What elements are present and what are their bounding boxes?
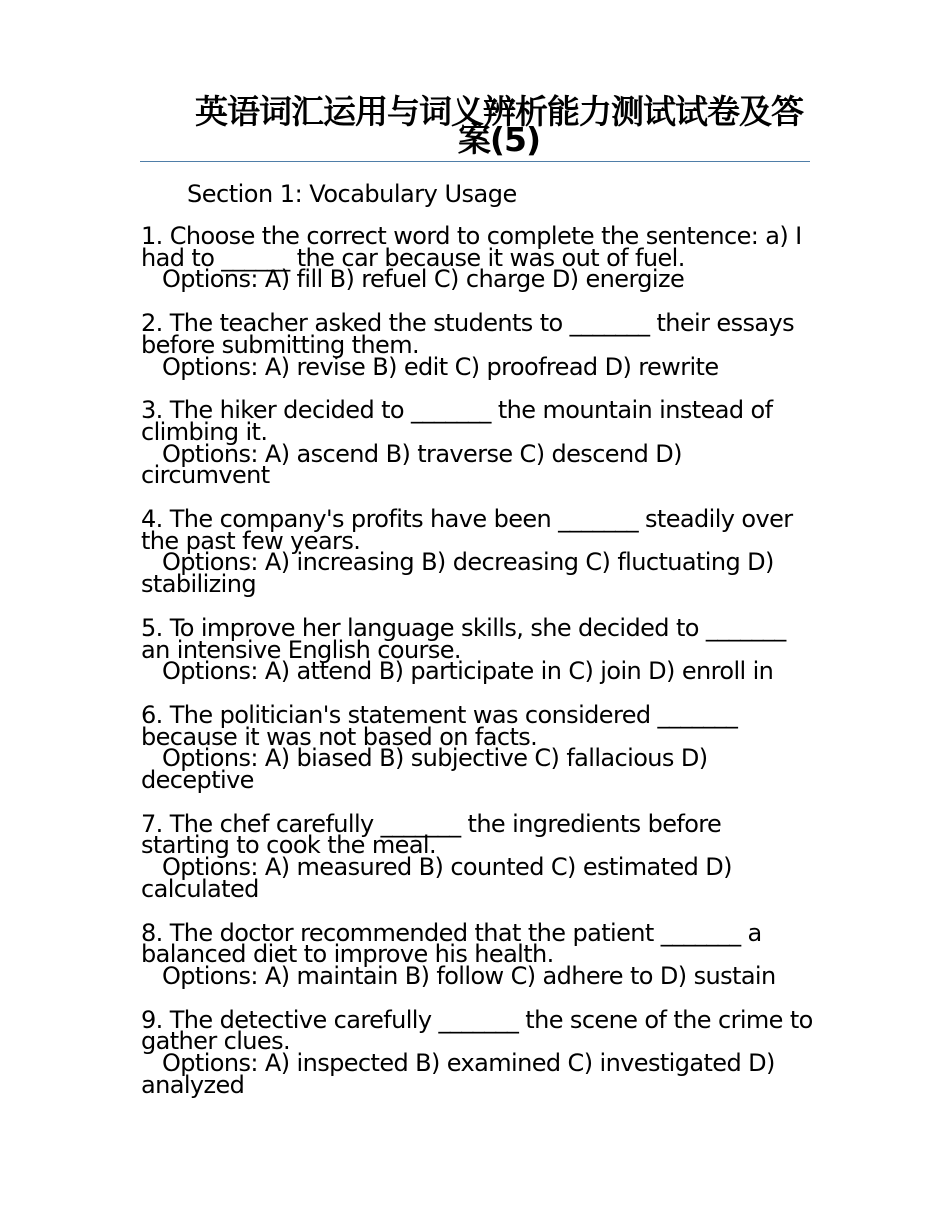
question-text: 4. The company's profits have been _______ steadily over the past few years. bbox=[141, 505, 793, 555]
options-label: Options: bbox=[162, 352, 258, 381]
options-choices: A) ascend B) traverse C) descend D) circumvent bbox=[141, 439, 682, 490]
options-choices: A) fill B) refuel C) charge D) energize bbox=[264, 265, 685, 294]
question-item bbox=[141, 222, 813, 294]
question-item bbox=[141, 309, 813, 381]
question-text: 7. The chef carefully _______ the ingredients before starting to cook the meal. bbox=[141, 809, 722, 860]
question-item bbox=[141, 505, 813, 599]
question-item bbox=[141, 1005, 813, 1099]
options-choices: A) maintain B) follow C) adhere to D) sustain bbox=[264, 961, 776, 990]
title-divider bbox=[140, 161, 810, 162]
question-text: 8. The doctor recommended that the patient _______ a balanced diet to improve his health. bbox=[141, 918, 762, 969]
question-list bbox=[141, 222, 813, 1119]
question-options bbox=[141, 961, 813, 990]
question-text: 2. The teacher asked the students to _______ their essays before submitting them. bbox=[141, 309, 795, 359]
options-choices: A) increasing B) decreasing C) fluctuating D) stabilizing bbox=[141, 548, 774, 599]
question-options bbox=[141, 1049, 813, 1099]
options-choices: A) biased B) subjective C) fallacious D) deceptive bbox=[141, 744, 708, 795]
options-label: Options: bbox=[162, 548, 258, 577]
options-label: Options: bbox=[162, 657, 258, 686]
options-label: Options: bbox=[162, 265, 258, 294]
question-item bbox=[141, 809, 813, 903]
question-options bbox=[141, 657, 813, 686]
question-item bbox=[141, 918, 813, 990]
question-text: 9. The detective carefully _______ the scene of the crime to gather clues. bbox=[141, 1005, 813, 1056]
document-title: 英语词汇运用与词义辨析能力测试试卷及答案(5) bbox=[195, 92, 803, 159]
options-label: Options: bbox=[162, 439, 258, 468]
question-options bbox=[141, 548, 813, 599]
question-text: 1. Choose the correct word to complete the sentence: a) I had to ______ the car because it was out of fuel. bbox=[141, 222, 802, 272]
options-choices: A) measured B) counted C) estimated D) calculated bbox=[141, 853, 732, 903]
options-label: Options: bbox=[162, 961, 258, 990]
options-choices: A) inspected B) examined C) investigated D) analyzed bbox=[141, 1049, 775, 1099]
options-choices: A) attend B) participate in C) join D) enroll in bbox=[264, 657, 774, 686]
question-options bbox=[141, 265, 813, 294]
question-options bbox=[141, 352, 813, 381]
question-text: 3. The hiker decided to _______ the mountain instead of climbing it. bbox=[141, 396, 773, 446]
question-text: 5. To improve her language skills, she decided to _______ an intensive English course. bbox=[141, 613, 786, 664]
options-label: Options: bbox=[162, 853, 258, 882]
question-item bbox=[141, 396, 813, 490]
options-label: Options: bbox=[162, 1049, 258, 1078]
question-text: 6. The politician's statement was considered _______ because it was not based on facts. bbox=[141, 700, 738, 751]
question-options bbox=[141, 744, 813, 795]
question-options bbox=[141, 439, 813, 490]
question-options bbox=[141, 853, 813, 903]
question-item bbox=[141, 613, 813, 686]
options-choices: A) revise B) edit C) proofread D) rewrite bbox=[264, 352, 719, 381]
options-label: Options: bbox=[162, 744, 258, 773]
section-heading: Section 1: Vocabulary Usage bbox=[187, 180, 517, 208]
question-item bbox=[141, 700, 813, 795]
